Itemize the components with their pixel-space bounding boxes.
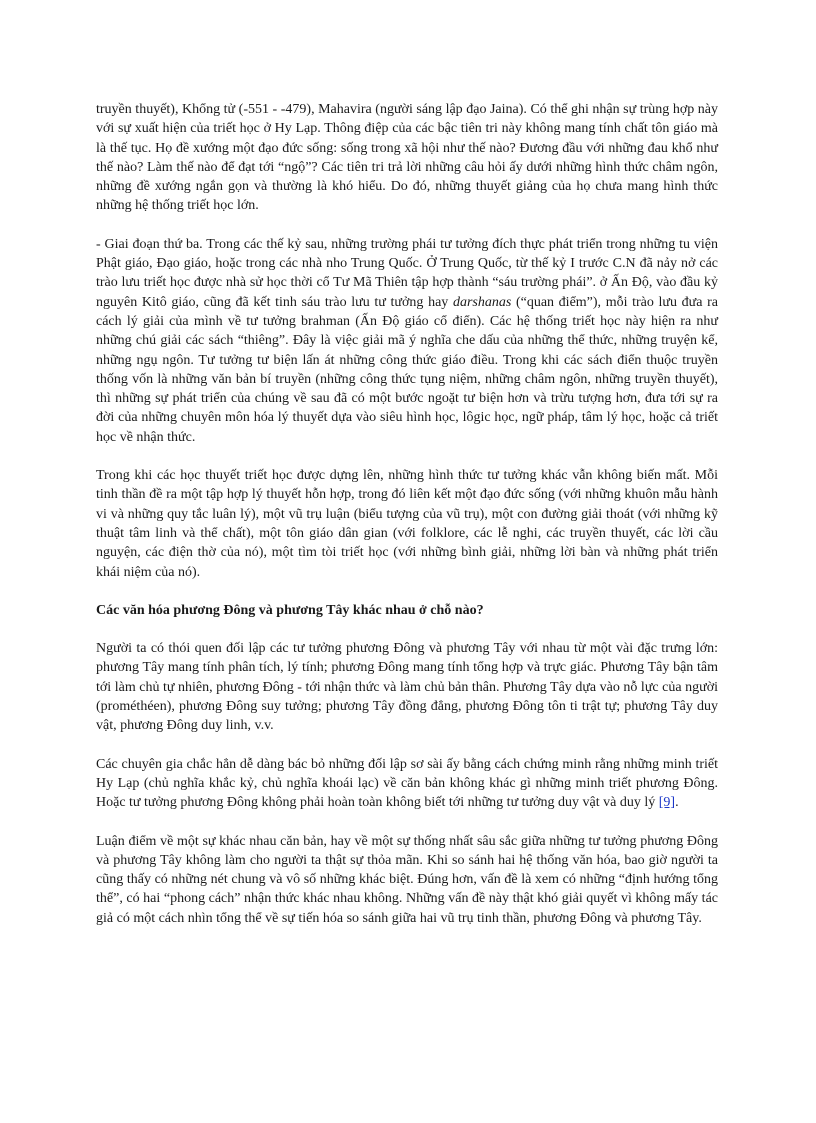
paragraph-other-forms: Trong khi các học thuyết triết học được dựng lên, những hình thức tư tưởng khác vẫn không biến mất. Mỗi tinh thần đề ra một tập hợp lý thuyết hỗn hợp, trong đó liên kết một đạo đức sống (với những khuôn mẫu hành vi và những quy tắc luân lý), một vũ trụ luận (biểu tượng của vũ trụ), một con đường giải thoát (với những kỹ thuật tâm linh và thể chất), một tôn giáo dân gian (với folklore, các lễ nghi, các truyền thuyết, các lời cầu nguyện, các điện thờ của nó), một tìm tòi triết học (với những bình giải, những lời bàn và những phát triển khái niệm của nó). <box>96 468 718 580</box>
paragraph-experts-end: . <box>675 795 679 811</box>
paragraph-third-stage-part2: (“quan điểm”), mỗi trào lưu đưa ra cách lý giải của mình về tư tưởng brahman (Ấn Độ giáo cổ điển). Các hệ thống triết học này hiện ra như những chú giải các sách “thiêng”. Đây là việc giải mã ý nghĩa che dấu của những thể thức, những truyện kể, những ngụ ngôn. Tư tưởng tư biện lấn át những công thức giáo điều. Trong khi các sách điển thuộc truyền thống vốn là những văn bản bí truyền (những công thức tụng niệm, những châm ngôn, những truyền thuyết), thì những sự phát triển của chúng về sau đã có một bước ngoặt tư biện hơn và trừu tượng hơn, đưa tới sự ra đời của những chuyên môn hóa lý thuyết dựa vào siêu hình học, lôgic học, ngữ pháp, tâm lý học, hoặc cả triết học về nhận thức. <box>96 294 718 445</box>
paragraph-thesis: Luận điểm về một sự khác nhau căn bản, hay về một sự thống nhất sâu sắc giữa những tư tưởng phương Đông và phương Tây không làm cho người ta thật sự thỏa mãn. Khi so sánh hai hệ thống văn hóa, bao giờ người ta cũng thấy có những nét chung và vô số những khác biệt. Đúng hơn, vấn đề là xem có những “định hướng tổng thể”, có hai “phong cách” nhận thức khác nhau không. Những vấn đề này thật khó giải quyết vì không mấy tác giả có một cách nhìn tổng thể về sự tiến hóa so sánh giữa hai vũ trụ tinh thần, phương Đông và phương Tây. <box>96 833 718 926</box>
paragraph-experts-text: Các chuyên gia chắc hẳn dễ dàng bác bỏ những đối lập sơ sài ấy bằng cách chứng minh rằng những minh triết Hy Lạp (chủ nghĩa khắc kỷ, chủ nghĩa khoái lạc) về căn bản không khác gì những minh triết phương Đông. Hoặc tư tưởng phương Đông không phải hoàn toàn không biết tới những tư tưởng duy vật và duy lý <box>96 756 718 811</box>
footnote-link[interactable]: [9] <box>658 795 676 811</box>
paragraph-third-stage-part1: - Giai đoạn thứ ba. Trong các thế kỷ sau, những trường phái tư tưởng đích thực phát triển trong những tu viện Phật giáo, Đạo giáo, hoặc trong các nhà nho Trung Quốc. Ở Trung Quốc, từ thế kỷ I trước C.N đã nảy nở các trào lưu triết học được nhà sử học thời cổ Tư Mã Thiên tập hợp thành “sáu trường phái”. ở Ấn Độ, vào đầu kỷ nguyên Kitô giáo, cũng đã kết tinh sáu trào lưu tư tưởng hay <box>96 236 718 310</box>
paragraph-third-stage <box>96 235 718 447</box>
paragraph-east-west-contrast: Người ta có thói quen đối lập các tư tưởng phương Đông và phương Tây với nhau từ một vài đặc trưng lớn: phương Tây mang tính phân tích, lý tính; phương Đông mang tính tổng hợp và trực giác. Phương Tây bận tâm tới làm chủ tự nhiên, phương Đông - tới nhận thức và làm chủ bản thân. Phương Tây dựa vào nỗ lực của người (prométhéen), phương Đông suy tưởng; phương Tây đồng đẳng, phương Đông tôn ti trật tự; phương Tây duy vật, phương Đông duy linh, v.v. <box>96 641 718 734</box>
document-page <box>96 100 718 947</box>
paragraph-prophets: truyền thuyết), Khổng tử (-551 - -479), Mahavira (người sáng lập đạo Jaina). Có thể ghi nhận sự trùng hợp này với sự xuất hiện của triết học ở Hy Lạp. Thông điệp của các bậc tiên tri này không mang tính chất tôn giáo mà là thế tục. Họ đề xướng một đạo đức sống: sống trong xã hội như thế nào? Đương đầu với những đau khổ như thế nào? Làm thế nào để đạt tới “ngộ”? Các tiên tri trả lời những câu hỏi ấy dưới những hình thức châm ngôn, những đề xướng ngắn gọn và thường là khó hiểu. Do đó, những thuyết giảng của họ chưa mang hình thức những hệ thống triết học lớn. <box>96 102 718 214</box>
italic-term-darshanas: darshanas <box>452 294 512 310</box>
paragraph-experts <box>96 755 718 813</box>
section-heading: Các văn hóa phương Đông và phương Tây khác nhau ở chỗ nào? <box>96 602 484 618</box>
